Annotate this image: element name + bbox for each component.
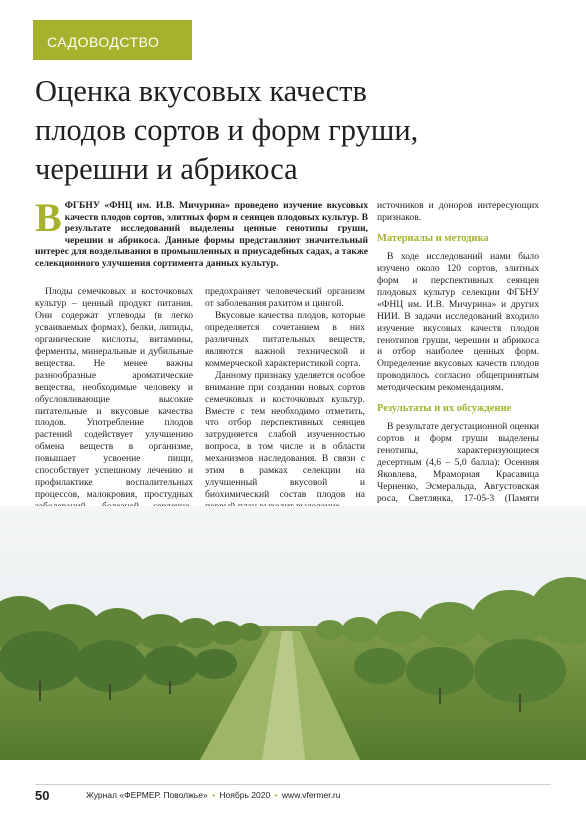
journal-name: Журнал «ФЕРМЕР. Поволжье» xyxy=(86,790,208,800)
column-2 xyxy=(205,286,365,513)
footer-divider xyxy=(35,784,551,785)
col3-paragraph-3: В результате дегустационной оценки сортов и форм груши выделены генотипы, характеризующиеся десертным (4,6 – 5,0 балла): Осенняя Яковлева, Мраморная Красавица Черненко, Эсмеральда, Августовская роса, Светлянка, 17-05-3 (Памяти xyxy=(377,421,539,504)
title-line-3: черешни и абрикоса xyxy=(35,152,298,186)
column-3 xyxy=(377,200,539,517)
page-footer xyxy=(0,760,586,820)
title-line-1: Оценка вкусовых качеств xyxy=(35,74,367,108)
separator-bullet: • xyxy=(212,790,216,800)
col1-paragraph-1: Плоды семечковых и косточковых культур – ценный продукт питания. Они содержат углеводы (в легко усваиваемых формах), белки, липиды, органические кислоты, витамины, ферменты, минеральные и дубильные вещества. Не менее важны разнообразные ароматические вещества, необходимые человеку и обусловливающие высокие питательные и вкусовые качества плодов. Употребление плодов растений содействует улучшению обмена веществ в организме, повышает усвоение пищи, способствует успешному лечению и профилактике воспалительных процессов, малокровия, простудных xyxy=(35,286,193,501)
section-heading-methods: Материалы и методика xyxy=(377,232,489,244)
page-number: 50 xyxy=(35,788,50,803)
section-heading-results: Результаты и их обсуждение xyxy=(377,403,512,415)
article-title xyxy=(35,72,555,189)
orchard-photo xyxy=(0,506,586,760)
column-1 xyxy=(35,286,193,537)
col3-paragraph-2: В ходе исследований нами было изучено около 120 сортов, элитных форм и перспективных сеянцев плодовых культур селекции ФГБНУ «ФНЦ им. И.В. Мичурина» и других НИИ. В задачи исследований входило изучение вкусовых качеств плодов генотипов груши, черешни и абрикоса и отбор наиболее ценных форм. Определение вкусовых качеств плодов проводилось согласно общепринятым методическим рекомендациям. xyxy=(377,250,539,394)
issue-date: Ноябрь 2020 xyxy=(219,790,271,800)
drop-cap: В xyxy=(35,195,62,240)
col2-paragraph-2: Вкусовые качества плодов, которые определяется сочетанием в них различных питательных веществ, являются важной технической и коммерческой характеристикой сорта. xyxy=(205,309,365,369)
title-line-2: плодов сортов и форм груши, xyxy=(35,113,419,147)
section-tag: САДОВОДСТВО xyxy=(33,20,192,60)
col3-paragraph-1: источников и доноров интересующих признаков. xyxy=(377,200,539,223)
website-link[interactable]: www.vfermer.ru xyxy=(281,790,341,800)
journal-info xyxy=(86,790,341,800)
lead-paragraph xyxy=(35,195,368,270)
col2-paragraph-1: предохраняет человеческий организм от заболевания рахитом и цингой. xyxy=(205,286,365,309)
col2-paragraph-3: Данному признаку уделяется особое внимание при создании новых сортов семечковых и косточковых культур. Вместе с тем необходимо отметить, что отбор перспективных сеянцев затрудняется слабой изученностью вопроса, в том числе и в области механизмов наследования. В связи с этим в рамках селекции на улучшенный вкусовой и биохимический состав плодов на xyxy=(205,369,365,501)
separator-bullet: • xyxy=(274,790,278,800)
lead-text: ФГБНУ «ФНЦ им. И.В. Мичурина» проведено изучение вкусовых качеств плодов сортов, элитных форм и сеянцев плодовых культур. В результате исследований выделены ценные генотипы груши, черешни и абрикоса. Данные формы представляют значительный интерес для возделывания в промышленных и приусадебных садах, а также селекционного улучшения сортимента данных культур. xyxy=(35,200,368,269)
